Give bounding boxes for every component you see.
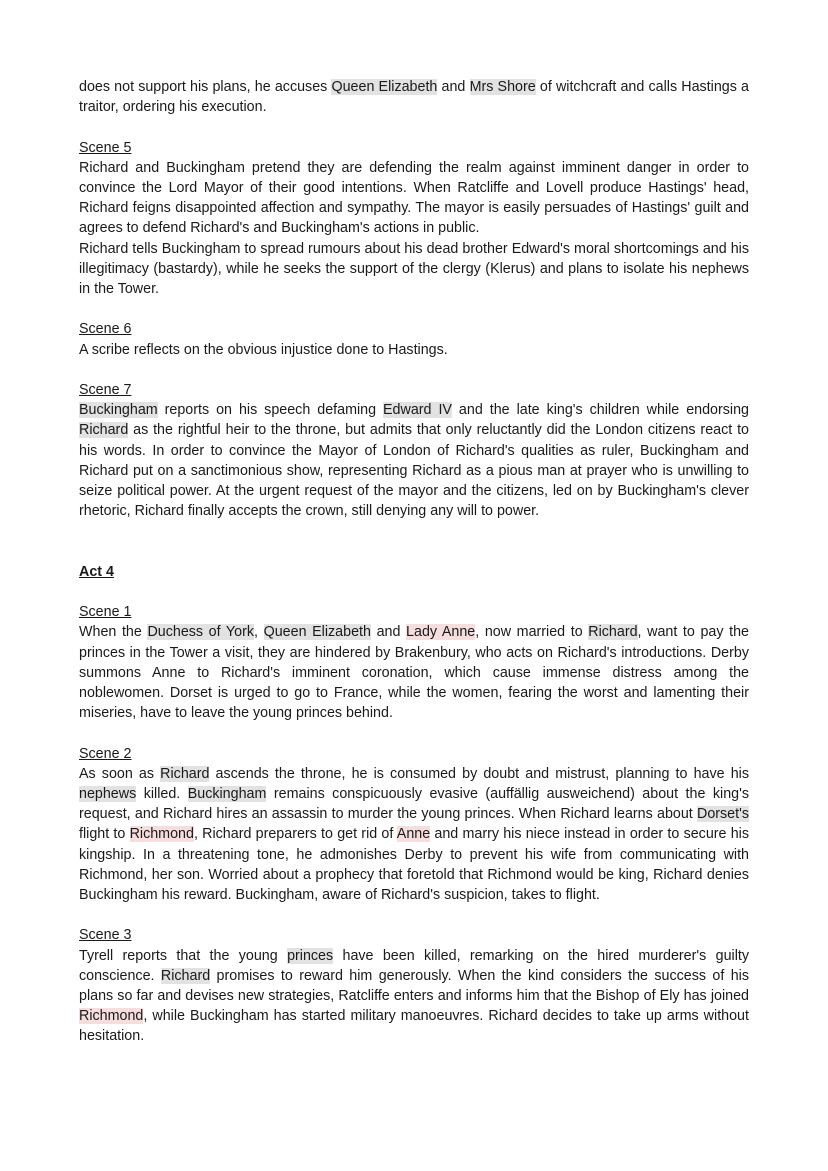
text-run: Richard and Buckingham pretend they are defending the realm against imminent danger in order to convince the Lord Mayor of their good intentions. When Ratcliffe and Lovell produce Hastings' head, Richard feigns disappointed affection and sympathy. The mayor is easily persuades of Hastings' guilt and agrees to defend Richard's and Buckingham's actions in public. [79, 159, 749, 237]
scene-6-section [79, 319, 749, 359]
highlighted-name: Richard [160, 967, 211, 984]
highlighted-name: Richard [588, 624, 638, 641]
text-run: ascends the throne, he is consumed by doubt and mistrust, planning to have his [209, 765, 749, 782]
text-run: , [254, 624, 264, 641]
scene-6-paragraph-1 [79, 340, 749, 360]
highlighted-name: Richmond [79, 1008, 144, 1025]
scene-7-paragraph-1 [79, 400, 749, 521]
scene-5-section [79, 138, 749, 300]
highlighted-name: Mrs Shore [469, 79, 536, 95]
highlighted-name: Anne [396, 826, 431, 843]
act-4-scene-3-title: Scene 3 [79, 927, 132, 944]
scene-5-paragraph-1 [79, 158, 749, 239]
act-4-title: Act 4 [79, 563, 114, 580]
text-run: have been killed, remarking on the hired murderer's guilty conscience. [79, 947, 749, 984]
act-4-scene-1-paragraph [79, 622, 749, 723]
text-run: flight to [79, 826, 130, 843]
highlighted-name: Buckingham [79, 402, 158, 419]
text-run: When the [79, 624, 148, 641]
scene-7-section [79, 380, 749, 521]
highlighted-name: nephews [79, 786, 137, 802]
highlighted-name: Richard [160, 765, 210, 782]
text-run: reports on his speech defaming [157, 402, 384, 419]
scene-5-title: Scene 5 [79, 139, 132, 156]
text-run: Tyrell reports that the young [79, 947, 288, 964]
highlighted-name: Queen Elizabeth [331, 79, 438, 95]
act-4-scene-1-title: Scene 1 [79, 604, 132, 621]
text-run: , want to pay the princes in the Tower a visit, they are hindered by Brakenbury, who acts on Richard's introductions. Derby summons Anne to Richard's imminent coronation, which cause immense distress among the noblewomen. Dorset is urged to go to France, while the women, fearing the worst and lamenting their miseries, have to leave the young princes behind. [79, 624, 749, 722]
text-run: and marry his niece instead in order to secure his kingship. In a threatening tone, he admonishes Derby to prevent his wife from communicating with Richmond, her son. Worried about a prophecy that foretold that Richmond would be king, Richard denies Buckingham his reward. Buckingham, aware of Richard's suspicion, takes to flight. [79, 826, 749, 904]
text-run: As soon as [79, 765, 161, 782]
text-run: does not support his plans, he accuses [79, 79, 332, 95]
text-run: and the late king's children while endorsing [451, 402, 749, 419]
highlighted-name: Duchess of York [147, 624, 255, 641]
continuation-paragraph [79, 77, 749, 117]
text-run: killed. [136, 786, 188, 802]
highlighted-name: Richmond [129, 826, 194, 843]
text-run: , Richard preparers to get rid of [193, 826, 397, 843]
act-4-scene-3-section [79, 925, 749, 1046]
act-4-scene-1-section [79, 602, 749, 723]
text-run: of witchcraft and calls Hastings a traitor, ordering his execution. [79, 79, 749, 116]
highlighted-name: Lady Anne [406, 624, 476, 641]
text-run: as the rightful heir to the throne, but admits that only reluctantly did the London citizens react to his words. In order to convince the Mayor of London of Richard's qualities as ruler, Buckingham and Richard put on a sanctimonious show, representing Richard as a pious man at prayer who is unwilling to seize political power. At the urgent request of the mayor and the citizens, led on by Buckingham's clever rhetoric, Richard finally accepts the crown, still denying any will to power. [79, 422, 749, 520]
highlighted-name: Queen Elizabeth [263, 624, 371, 641]
highlighted-name: Dorset's [697, 806, 749, 823]
scene-5-paragraph-2 [79, 239, 749, 300]
scene-7-title: Scene 7 [79, 382, 132, 398]
text-run: , while Buckingham has started military manoeuvres. Richard decides to take up arms without hesitation. [79, 1008, 749, 1045]
text-run: Richard tells Buckingham to spread rumours about his dead brother Edward's moral shortcomings and his illegitimacy (bastardy), while he seeks the support of the clergy (Klerus) and plans to isolate his nephews in the Tower. [79, 240, 749, 298]
act-4-scene-2-paragraph [79, 764, 749, 905]
text-run: promises to reward him generously. When the kind considers the success of his plans so far and devises new strategies, Ratcliffe enters and informs him that the Bishop of Ely has joined [79, 967, 749, 1005]
act-4-scene-3-paragraph [79, 946, 749, 1047]
act-4-scene-2-section [79, 744, 749, 906]
text-run: and [437, 79, 470, 95]
text-run: and [370, 624, 407, 641]
act-4-scene-2-title: Scene 2 [79, 745, 132, 762]
text-run: remains conspicuously evasive (auffällig ausweichend) about the king's request, and Richard hires an assassin to murder the young princes. When Richard learns about [79, 786, 749, 823]
scene-6-title: Scene 6 [79, 321, 132, 338]
highlighted-name: Edward IV [383, 402, 452, 419]
text-run: A scribe reflects on the obvious injustice done to Hastings. [79, 341, 448, 358]
text-run: , now married to [475, 624, 589, 641]
highlighted-name: princes [287, 947, 334, 964]
highlighted-name: Richard [79, 422, 129, 439]
highlighted-name: Buckingham [187, 786, 267, 802]
